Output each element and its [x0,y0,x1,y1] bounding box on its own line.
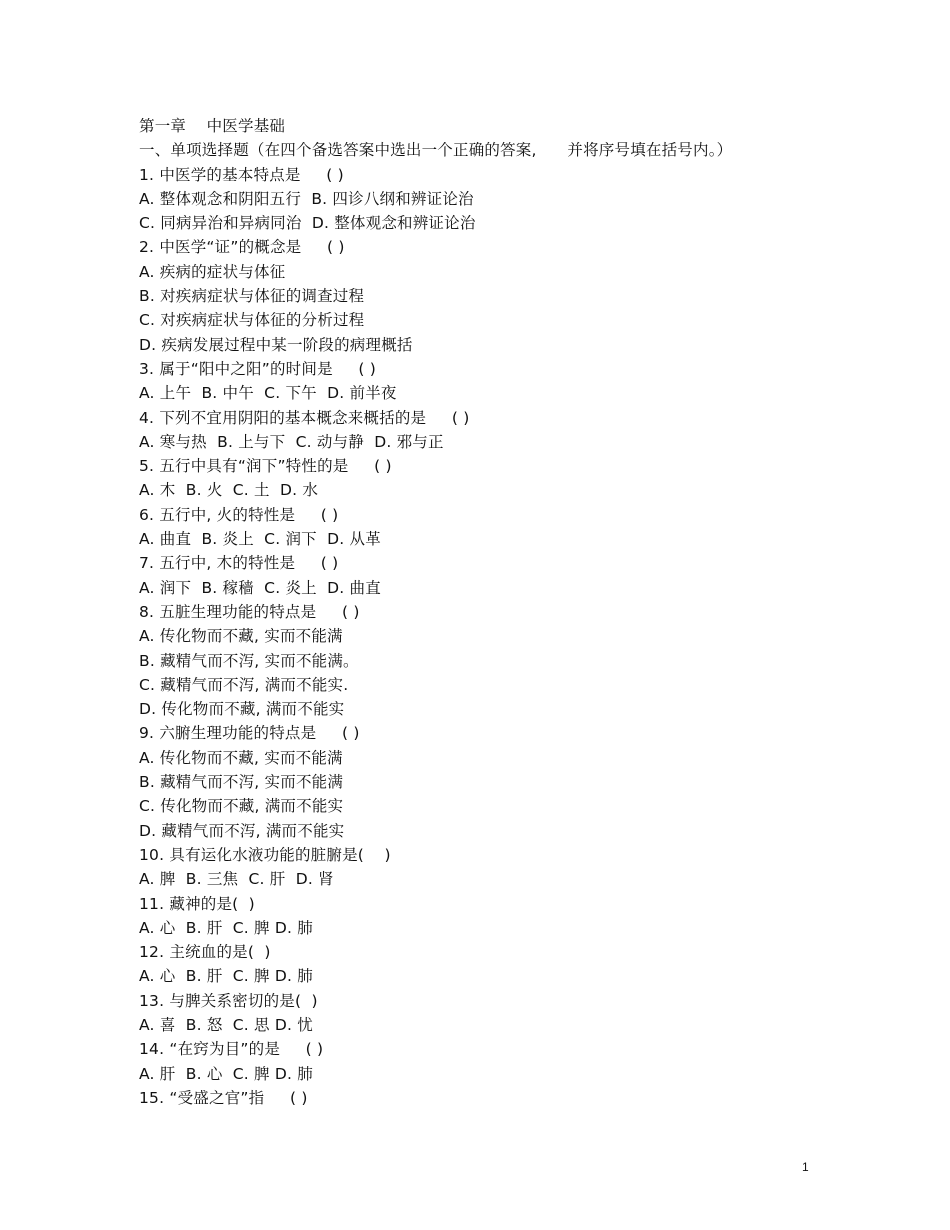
text-line: 4. 下列不宜用阴阳的基本概念来概括的是 ( ) [139,408,470,427]
text-line: C. 传化物而不藏, 满而不能实 [139,797,344,816]
text-line: A. 传化物而不藏, 实而不能满 [139,627,343,646]
text-line: A. 木 B. 火 C. 土 D. 水 [139,481,319,500]
text-line: 12. 主统血的是( ) [139,943,271,962]
text-line: A. 喜 B. 怒 C. 思 D. 忧 [139,1015,313,1034]
text-line: A. 心 B. 肝 C. 脾 D. 肺 [139,918,313,937]
text-line: B. 藏精气而不泻, 实而不能满 [139,773,344,792]
text-line: 7. 五行中, 木的特性是 ( ) [139,554,339,573]
text-line: B. 藏精气而不泻, 实而不能满。 [139,651,359,670]
text-line: 2. 中医学“证”的概念是 ( ) [139,238,345,257]
text-line: C. 藏精气而不泻, 满而不能实. [139,675,349,694]
text-line: 10. 具有运化水液功能的脏腑是( ) [139,845,391,864]
text-line: D. 藏精气而不泻, 满而不能实 [139,821,345,840]
text-line: 15. “受盛之官”指 ( ) [139,1088,308,1107]
text-line: D. 传化物而不藏, 满而不能实 [139,700,345,719]
text-line: A. 疾病的症状与体征 [139,262,286,281]
text-line: C. 同病异治和异病同治 D. 整体观念和辨证论治 [139,214,476,233]
text-line: B. 对疾病症状与体征的调查过程 [139,287,365,306]
text-line: 1. 中医学的基本特点是 ( ) [139,165,344,184]
text-line: A. 曲直 B. 炎上 C. 润下 D. 从革 [139,530,381,549]
text-line: 8. 五脏生理功能的特点是 ( ) [139,602,360,621]
text-line: A. 脾 B. 三焦 C. 肝 D. 肾 [139,870,334,889]
text-line: A. 传化物而不藏, 实而不能满 [139,748,343,767]
text-line: A. 整体观念和阴阳五行 B. 四诊八纲和辨证论治 [139,189,474,208]
text-line: 9. 六腑生理功能的特点是 ( ) [139,724,360,743]
text-line: 14. “在窍为目”的是 ( ) [139,1040,324,1059]
text-line: D. 疾病发展过程中某一阶段的病理概括 [139,335,413,354]
section-heading: 一、单项选择题（在四个备选答案中选出一个正确的答案, 并将序号填在括号内。） [139,141,733,160]
text-line: A. 寒与热 B. 上与下 C. 动与静 D. 邪与正 [139,432,444,451]
text-line: 11. 藏神的是( ) [139,894,255,913]
document-body [139,114,839,1110]
text-line: A. 上午 B. 中午 C. 下午 D. 前半夜 [139,384,397,403]
chapter-title: 第一章 中医学基础 [139,117,286,135]
text-line: 6. 五行中, 火的特性是 ( ) [139,505,339,524]
text-line: 5. 五行中具有“润下”特性的是 ( ) [139,457,392,476]
text-line: A. 肝 B. 心 C. 脾 D. 肺 [139,1064,313,1083]
page-number: 1 [802,1160,809,1174]
text-line: C. 对疾病症状与体征的分析过程 [139,311,365,330]
text-line: 13. 与脾关系密切的是( ) [139,991,318,1010]
text-line: 3. 属于“阳中之阳”的时间是 ( ) [139,359,377,378]
text-line: A. 心 B. 肝 C. 脾 D. 肺 [139,967,313,986]
text-line: A. 润下 B. 稼穑 C. 炎上 D. 曲直 [139,578,381,597]
